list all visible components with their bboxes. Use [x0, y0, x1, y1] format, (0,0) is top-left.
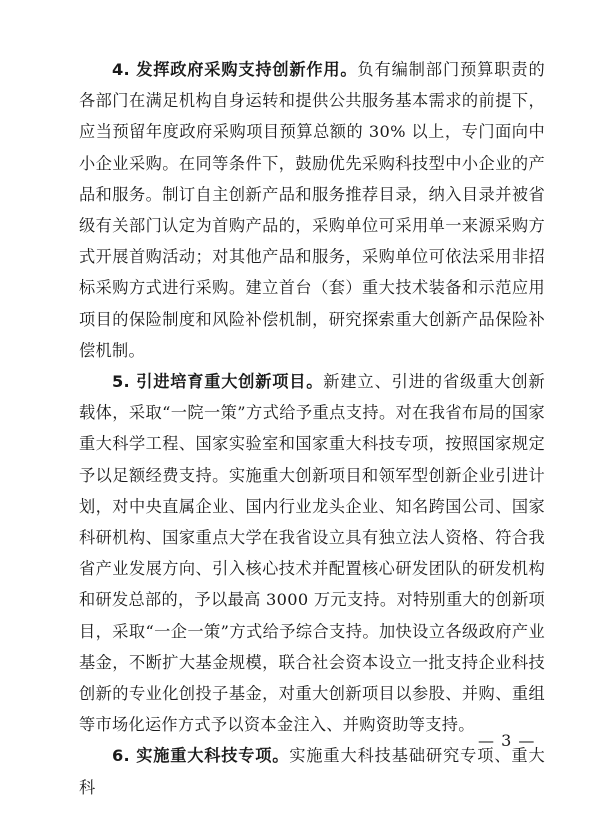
section-heading-5: 5. 引进培育重大创新项目。	[112, 372, 324, 392]
page-number: — 3 —	[478, 731, 536, 750]
paragraph-text-5: 新建立、引进的省级重大创新载体，采取“一院一策”方式给予重点支持。对在我省布局的国家重大科学工程、国家实验室和国家重大科技专项，按照国家规定予以足额经费支持。实施重大创新项目和领军型创新企业引进计划，对中央直属企业、国内行业龙头企业、知名跨国公司、国家科研机构、国家重点大学在我省设立具有独立法人资格、符合我省产业发展方向、引入核心技术并配置核心研发团队的研发机构和研发总部的，予以最高 3000 万元支持。对特别重大的创新项目，采取“一企一策”方式给予综合支持。加快设立各级政府产业基金，不断扩大基金规模，联合社会资本设立一批支持企业科技创新的专业化创投子基金，对重大创新项目以参股、并购、重组等市场化运作方式予以资本金注入、并购资助等支持。	[79, 372, 545, 735]
paragraph-6	[79, 740, 545, 802]
section-heading-4: 4. 发挥政府采购支持创新作用。	[112, 60, 358, 79]
paragraph-text-6: 实施重大科技基础研究专项、重大科	[79, 746, 546, 797]
section-heading-6: 6. 实施重大科技专项。	[112, 746, 290, 766]
paragraph-4	[79, 54, 545, 366]
document-body	[79, 54, 545, 803]
paragraph-5	[79, 366, 545, 740]
paragraph-text-4: 负有编制部门预算职责的各部门在满足机构自身运转和提供公共服务基本需求的前提下，应当预留年度政府采购项目预算总额的 30% 以上，专门面向中小企业采购。在同等条件下，鼓励优先采购科技型中小企业的产品和服务。制订自主创新产品和服务推荐目录，纳入目录并被省级有关部门认定为首购产品的，采购单位可采用单一来源采购方式开展首购活动；对其他产品和服务，采购单位可依法采用非招标采购方式进行采购。建立首台（套）重大技术装备和示范应用项目的保险制度和风险补偿机制，研究探索重大创新产品保险补偿机制。	[79, 60, 545, 360]
